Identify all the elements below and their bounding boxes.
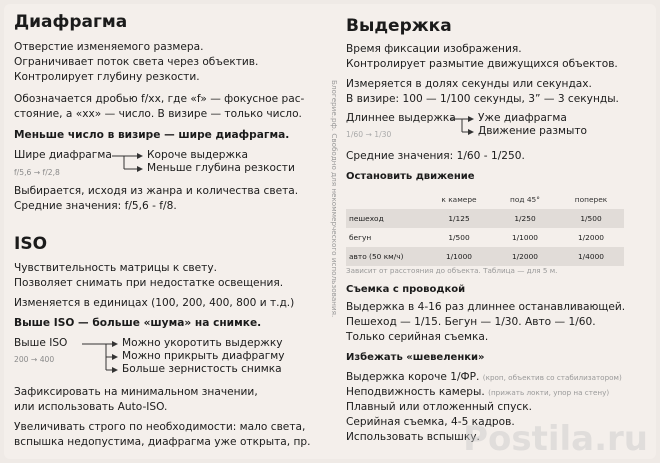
table-cell: 1/2000 — [492, 247, 558, 266]
table-cell: 1/250 — [492, 209, 558, 228]
table-cell: авто (50 км/ч) — [346, 247, 426, 266]
table-cell: 1/4000 — [558, 247, 624, 266]
range-arrow-icon: → — [30, 355, 38, 364]
table-header-row — [346, 189, 624, 209]
shake-heading: Избежать «шевеленки» — [346, 352, 485, 363]
iso-units: Изменяется в единицах (100, 200, 400, 800 и т.д.) — [14, 297, 295, 309]
shutter-measure — [346, 77, 619, 107]
diagram-result-2: Можно прикрыть диафрагму — [122, 350, 285, 362]
table-row — [346, 247, 624, 266]
text-line: Неподвижность камеры. — [346, 386, 485, 398]
text-note: (кроп, объектив со стабилизатором) — [482, 373, 622, 382]
stop-motion-table — [346, 189, 624, 266]
diagram-source: Шире диафрагма — [14, 149, 112, 161]
table-header-cell: под 45° — [510, 194, 540, 204]
text-line: Пешеход — 1/15. Бегун — 1/30. Авто — 1/60. — [346, 316, 596, 328]
text-line: или использовать Auto-ISO. — [14, 401, 168, 413]
text-line: вспышка недопустима, диафрагма уже открыта, пр. — [14, 436, 311, 448]
shake-line-2 — [346, 385, 622, 400]
table-cell: пешеход — [346, 209, 426, 228]
diagram-source: Выше ISO — [14, 337, 68, 349]
range-from: 1/60 — [346, 130, 364, 139]
text-line: Средние значения: f/5,6 - f/8. — [14, 200, 177, 212]
diaphragm-intro — [14, 40, 258, 85]
diagram-result-1: Короче выдержка — [147, 149, 248, 161]
shutter-title: Выдержка — [346, 16, 452, 36]
cheat-sheet — [4, 4, 656, 459]
range-arrow-icon: → — [33, 168, 41, 177]
text-line: Контролирует размытие движущихся объектов. — [346, 58, 618, 70]
text-line: Увеличивать строго по необходимости: мало света, — [14, 421, 306, 433]
diagram-result-3: Больше зернистость снимка — [122, 363, 282, 375]
text-line: Чувствительность матрицы к свету. — [14, 262, 217, 274]
text-line: Только серийная съемка. — [346, 331, 489, 343]
table-header-cell — [346, 189, 426, 209]
text-line: Зафиксировать на минимальном значении, — [14, 386, 258, 398]
diaphragm-choice — [14, 184, 298, 214]
diagram-result-1: Уже диафрагма — [478, 112, 567, 124]
iso-title: ISO — [14, 234, 48, 254]
watermark-logo: Postila.ru — [463, 419, 648, 459]
text-line: Ограничивает поток света через объектив. — [14, 56, 259, 68]
range-to: 1/30 — [374, 130, 392, 139]
shutter-intro — [346, 42, 618, 72]
stop-motion-heading: Остановить движение — [346, 171, 475, 182]
text-line: Отверстие изменяемого размера. — [14, 41, 204, 53]
diaphragm-title: Диафрагма — [14, 12, 128, 32]
range-arrow-icon: → — [365, 130, 372, 139]
diagram-source: Длиннее выдержка — [346, 112, 456, 124]
iso-diagram — [14, 336, 329, 380]
shutter-average: Средние значения: 1/60 - 1/250. — [346, 150, 525, 162]
table-cell: 1/2000 — [577, 233, 604, 242]
diaphragm-diagram — [14, 148, 329, 182]
iso-rule: Выше ISO — больше «шума» на снимке. — [14, 317, 262, 329]
diaphragm-notation — [14, 92, 304, 122]
table-cell: 1/500 — [558, 209, 624, 228]
table-row — [346, 228, 624, 247]
range-from: f/5,6 — [14, 168, 32, 177]
text-line: Обозначается дробью f/xx, где «f» — фокусное рас- — [14, 93, 305, 105]
table-cell: бегун — [349, 233, 372, 242]
table-header-cell: поперек — [574, 194, 608, 204]
diaphragm-rule: Меньше число в визире — шире диафрагма. — [14, 129, 290, 141]
text-line: Серийная съемка, 4-5 кадров. — [346, 416, 515, 428]
text-line: Использовать вспышку. — [346, 431, 480, 443]
range-to: f/2,8 — [42, 168, 60, 177]
iso-fix — [14, 385, 258, 415]
table-header-cell: к камере — [441, 194, 477, 204]
shake-line-1 — [346, 370, 622, 385]
text-line: Выдержка в 4-16 раз длиннее останавливающей. — [346, 301, 626, 313]
diagram-range — [346, 130, 391, 139]
text-line: Измеряется в долях секунды или секундах. — [346, 78, 592, 90]
panning-heading: Съемка с проводкой — [346, 284, 466, 295]
text-note: (прижать локти, упор на стену) — [488, 388, 610, 397]
text-line: Выбирается, исходя из жанра и количества света. — [14, 185, 299, 197]
diagram-result-2: Движение размыто — [478, 125, 588, 137]
diagram-range — [14, 355, 54, 364]
table-row — [346, 209, 624, 228]
range-from: 200 — [14, 355, 29, 364]
text-line: Контролирует глубину резкости. — [14, 71, 200, 83]
table-cell: 1/500 — [448, 233, 470, 242]
text-line: Позволяет снимать при недостатке освещения. — [14, 277, 284, 289]
table-note: Зависит от расстояния до объекта. Таблица — для 5 м. — [346, 266, 558, 275]
text-line: Плавный или отложенный спуск. — [346, 401, 532, 413]
diagram-result-1: Можно укоротить выдержку — [122, 337, 283, 349]
text-line: стояние, а «xx» — число. В визире — только число. — [14, 108, 302, 120]
diagram-range — [14, 168, 60, 177]
vertical-credit-note: Блогерие.рф. Свободно для некоммерческого использования. — [330, 80, 339, 318]
table-cell: 1/1000 — [426, 247, 492, 266]
text-line: Выдержка короче 1/ФР. — [346, 371, 480, 383]
panning-text — [346, 300, 625, 345]
table-cell: 1/1000 — [511, 233, 538, 242]
text-line: В визире: 100 — 1/100 секунды, 3” — 3 секунды. — [346, 93, 619, 105]
shutter-diagram — [346, 111, 651, 145]
range-to: 400 — [39, 355, 55, 364]
iso-intro — [14, 261, 283, 291]
text-line: Время фиксации изображения. — [346, 43, 522, 55]
table-cell: 1/125 — [426, 209, 492, 228]
stop-motion-table-wrap — [346, 189, 624, 266]
diagram-result-2: Меньше глубина резкости — [147, 162, 295, 174]
iso-advice — [14, 420, 311, 450]
